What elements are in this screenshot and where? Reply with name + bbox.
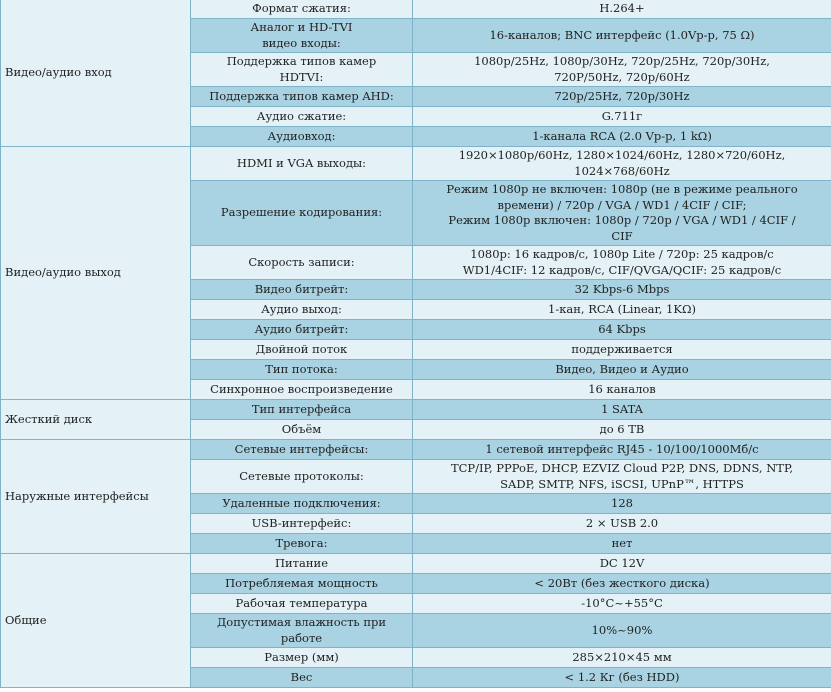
spec-label: Аудио выход: bbox=[191, 300, 413, 320]
spec-label: USB-интерфейс: bbox=[191, 514, 413, 534]
spec-row bbox=[1, 0, 831, 19]
spec-label: Аудио битрейт: bbox=[191, 320, 413, 340]
spec-value: < 20Вт (без жесткого диска) bbox=[413, 574, 831, 594]
spec-row bbox=[1, 440, 831, 460]
spec-value: 285×210×45 мм bbox=[413, 648, 831, 668]
spec-value: 1080p/25Hz, 1080p/30Hz, 720p/25Hz, 720p/30Hz, 720P/50Hz, 720p/60Hz bbox=[413, 53, 831, 87]
spec-value: 16-каналов; BNC интерфейс (1.0Vp-p, 75 Ω) bbox=[413, 19, 831, 53]
spec-label: Тревога: bbox=[191, 534, 413, 554]
spec-value: поддерживается bbox=[413, 340, 831, 360]
spec-label: Удаленные подключения: bbox=[191, 494, 413, 514]
group-title: Видео/аудио вход bbox=[1, 0, 191, 147]
group-title: Общие bbox=[1, 554, 191, 688]
spec-value: 1 SATA bbox=[413, 400, 831, 420]
spec-value: -10°C~+55°C bbox=[413, 594, 831, 614]
spec-label: Вес bbox=[191, 668, 413, 688]
spec-label: Тип интерфейса bbox=[191, 400, 413, 420]
spec-value: 32 Kbps-6 Mbps bbox=[413, 280, 831, 300]
spec-label: Потребляемая мощность bbox=[191, 574, 413, 594]
spec-label: Формат сжатия: bbox=[191, 0, 413, 19]
spec-value: 1080p: 16 кадров/с, 1080p Lite / 720p: 25 кадров/с WD1/4CIF: 12 кадров/с, CIF/QVGA/QCIF: 25 кадров/с bbox=[413, 246, 831, 280]
spec-value: 128 bbox=[413, 494, 831, 514]
spec-label: Аналог и HD-TVI видео входы: bbox=[191, 19, 413, 53]
spec-value: 10%~90% bbox=[413, 614, 831, 648]
spec-value: 720p/25Hz, 720p/30Hz bbox=[413, 87, 831, 107]
spec-value: 2 × USB 2.0 bbox=[413, 514, 831, 534]
spec-value: 1 сетевой интерфейс RJ45 - 10/100/1000Мб/с bbox=[413, 440, 831, 460]
spec-label: Аудио сжатие: bbox=[191, 107, 413, 127]
spec-label: Видео битрейт: bbox=[191, 280, 413, 300]
spec-value: H.264+ bbox=[413, 0, 831, 19]
spec-label: Разрешение кодирования: bbox=[191, 181, 413, 246]
spec-value: Режим 1080p не включен: 1080p (не в режиме реального времени) / 720p / VGA / WD1 / 4CIF / CIF; Режим 1080p включен: 1080p / 720p / VGA / WD1 / 4CIF / CIF bbox=[413, 181, 831, 246]
spec-value: нет bbox=[413, 534, 831, 554]
spec-value: G.711г bbox=[413, 107, 831, 127]
spec-value: 1-кан, RCA (Linear, 1KΩ) bbox=[413, 300, 831, 320]
group-title: Наружные интерфейсы bbox=[1, 440, 191, 554]
spec-label: Синхронное воспроизведение bbox=[191, 380, 413, 400]
spec-label: HDMI и VGA выходы: bbox=[191, 147, 413, 181]
spec-label: Двойной поток bbox=[191, 340, 413, 360]
spec-value: Видео, Видео и Аудио bbox=[413, 360, 831, 380]
spec-value: DC 12V bbox=[413, 554, 831, 574]
spec-value: < 1.2 Кг (без HDD) bbox=[413, 668, 831, 688]
spec-label: Сетевые интерфейсы: bbox=[191, 440, 413, 460]
spec-value: 1920×1080p/60Hz, 1280×1024/60Hz, 1280×720/60Hz, 1024×768/60Hz bbox=[413, 147, 831, 181]
spec-value: 64 Kbps bbox=[413, 320, 831, 340]
spec-label: Поддержка типов камер HDTVI: bbox=[191, 53, 413, 87]
spec-label: Объём bbox=[191, 420, 413, 440]
spec-table-body bbox=[1, 0, 831, 688]
spec-value: 16 каналов bbox=[413, 380, 831, 400]
spec-label: Питание bbox=[191, 554, 413, 574]
spec-label: Скорость записи: bbox=[191, 246, 413, 280]
group-title: Видео/аудио выход bbox=[1, 147, 191, 400]
spec-label: Размер (мм) bbox=[191, 648, 413, 668]
spec-row bbox=[1, 400, 831, 420]
group-title: Жесткий диск bbox=[1, 400, 191, 440]
spec-value: 1-канала RCA (2.0 Vp-p, 1 kΩ) bbox=[413, 127, 831, 147]
spec-label: Поддержка типов камер AHD: bbox=[191, 87, 413, 107]
spec-value: до 6 TB bbox=[413, 420, 831, 440]
spec-label: Аудиовход: bbox=[191, 127, 413, 147]
spec-row bbox=[1, 554, 831, 574]
spec-row bbox=[1, 147, 831, 181]
spec-label: Тип потока: bbox=[191, 360, 413, 380]
spec-label: Допустимая влажность при работе bbox=[191, 614, 413, 648]
spec-label: Сетевые протоколы: bbox=[191, 460, 413, 494]
spec-label: Рабочая температура bbox=[191, 594, 413, 614]
spec-value: TCP/IP, PPPoE, DHCP, EZVIZ Cloud P2P, DNS, DDNS, NTP, SADP, SMTP, NFS, iSCSI, UPnP™, HTTPS bbox=[413, 460, 831, 494]
